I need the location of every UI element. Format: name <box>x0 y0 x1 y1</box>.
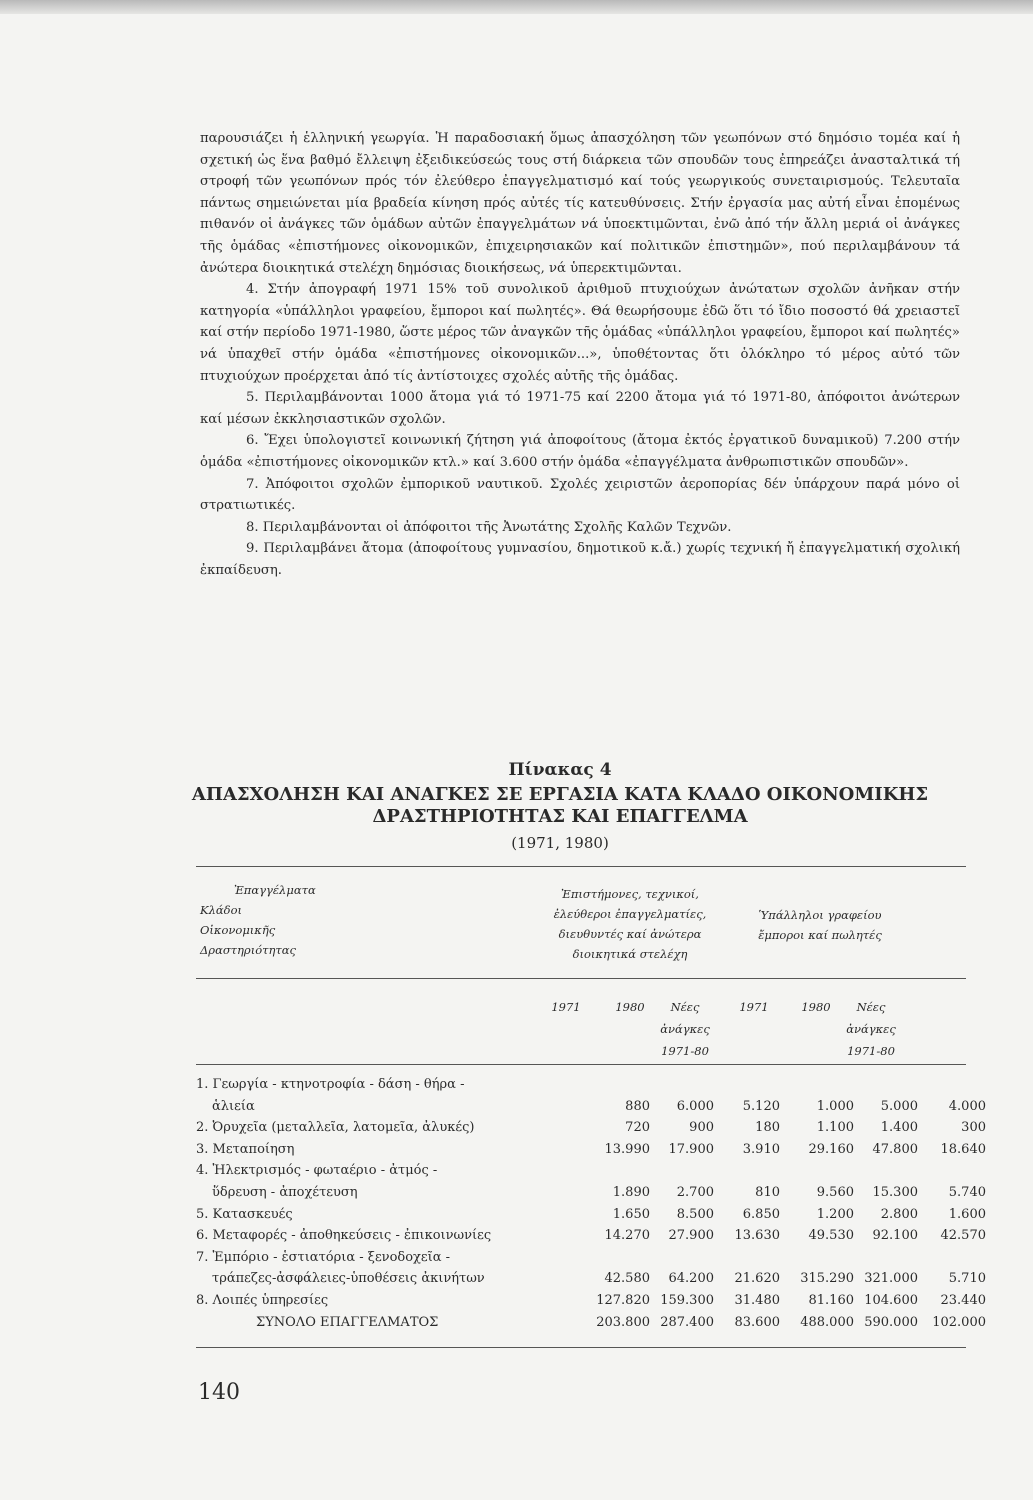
table-cell: 5.740 <box>948 1184 986 1200</box>
table-cell: 1.650 <box>612 1206 650 1222</box>
table-cell: 92.100 <box>872 1228 918 1244</box>
table-cell: 203.800 <box>596 1314 650 1330</box>
table-cell: 13.630 <box>734 1228 780 1244</box>
table-cell: 49.530 <box>808 1228 854 1244</box>
sub-header-line: ἀνάγκες <box>846 1022 896 1036</box>
table-label: Πίνακας 4 <box>508 760 612 780</box>
table-row <box>196 1160 986 1203</box>
table-cell: 83.600 <box>734 1314 780 1330</box>
group-header-line: διοικητικά στελέχη <box>572 947 688 961</box>
sub-header-line: Νέες <box>856 1000 886 1014</box>
table-cell: 159.300 <box>660 1292 714 1308</box>
table-cell: 1.100 <box>816 1120 854 1136</box>
paragraph: 9. Περιλαμβάνει ἄτομα (ἀποφοίτους γυμνασίου, δημοτικοῦ κ.ἄ.) χωρίς τεχνική ἤ ἐπαγγελματική σχολική ἐκπαίδευση. <box>200 541 960 578</box>
table-cell: 47.800 <box>872 1141 918 1157</box>
table-cell: 9.560 <box>816 1184 854 1200</box>
paragraph: 8. Περιλαμβάνονται οἱ ἀπόφοιτοι τῆς Ἀνωτάτης Σχολῆς Καλῶν Τεχνῶν. <box>246 519 732 535</box>
table-cell: 81.160 <box>808 1292 854 1308</box>
table-cell: 1.000 <box>816 1098 854 1114</box>
table-row <box>196 1139 986 1161</box>
table-row <box>196 1074 986 1117</box>
table-cell: 2.800 <box>880 1206 918 1222</box>
stub-header-line: Οἰκονομικῆς <box>200 923 276 937</box>
col-new-needs-a <box>652 996 718 1062</box>
total-row <box>196 1312 986 1334</box>
table-cell: 29.160 <box>808 1141 854 1157</box>
stub-header <box>200 880 316 960</box>
table-cell: 300 <box>961 1120 986 1136</box>
table-cell: 810 <box>755 1184 780 1200</box>
table-cell: 31.480 <box>734 1292 780 1308</box>
table-cell: 14.270 <box>604 1228 650 1244</box>
table-cell: 127.820 <box>596 1292 650 1308</box>
group-header-line: διευθυντές καί ἀνώτερα <box>558 927 702 941</box>
table-cell: 4.000 <box>948 1098 986 1114</box>
table-cell: 287.400 <box>660 1314 714 1330</box>
table-cell: 720 <box>625 1120 650 1136</box>
table-cell: 18.640 <box>940 1141 986 1157</box>
row-label: 6. Μεταφορές - ἀποθηκεύσεις - ἐπικοινωνίες <box>196 1228 492 1244</box>
table-cell: 64.200 <box>668 1271 714 1287</box>
table-row <box>196 1247 986 1290</box>
sub-header-line: 1971-80 <box>661 1044 709 1058</box>
table-cell: 8.500 <box>676 1206 714 1222</box>
row-label: 2. Ὀρυχεῖα (μεταλλεῖα, λατομεῖα, ἀλυκές) <box>196 1120 475 1136</box>
table-cell: 23.440 <box>940 1292 986 1308</box>
row-label: ὕδρευση - ἀποχέτευση <box>212 1184 358 1200</box>
table-row <box>196 1225 986 1247</box>
row-label: τράπεζες-ἀσφάλειες-ὑποθέσεις ἀκινήτων <box>212 1271 485 1287</box>
row-label: 5. Κατασκευές <box>196 1206 293 1222</box>
col-new-needs-b <box>838 996 904 1062</box>
header-bottom-rule <box>196 1064 966 1065</box>
table-cell: 15.300 <box>872 1184 918 1200</box>
table-cell: 900 <box>689 1120 714 1136</box>
row-label: 8. Λοιπές ὑπηρεσίες <box>196 1292 329 1308</box>
row-label: 4. Ἠλεκτρισμός - φωταέριο - ἀτμός - <box>196 1163 438 1179</box>
table-cell: 5.710 <box>948 1271 986 1287</box>
table-cell: 315.290 <box>800 1271 854 1287</box>
paragraph: 4. Στήν ἀπογραφή 1971 15% τοῦ συνολικοῦ ἀριθμοῦ πτυχιούχων ἀνώτατων σχολῶν ἀνῆκαν στήν κατηγορία «ὑπάλληλοι γραφείου, ἔμποροι καί πωλητές». Θά θεωρήσουμε ἐδῶ ὅτι τό ἴδιο ποσοστό θά χρειαστεῖ καί στήν περίοδο 1971-1980, ὥστε μέρος τῶν ἀναγκῶν τῆς ὁμάδας «ὑπάλληλοι γραφείου, ἔμποροι καί πωλητές» νά ὑπαχθεῖ στήν ὁμάδα «ἐπιστήμονες οἰκονομικῶν...», ὑποθέτοντας ὅτι ὁλόκληρο τό μέρος αὐτό τῶν πτυχιούχων προέρχεται ἀπό τίς ἀντίστοιχες σχολές αὐτῆς τῆς ὁμάδας. <box>200 282 960 384</box>
table-cell: 180 <box>755 1120 780 1136</box>
sub-header-line: 1971-80 <box>847 1044 895 1058</box>
table-row <box>196 1117 986 1139</box>
col-1971-b: 1971 <box>739 1000 769 1014</box>
table-top-rule <box>196 866 966 867</box>
col-1980-b: 1980 <box>801 1000 831 1014</box>
group-header-line: ἔμποροι καί πωλητές <box>758 928 882 942</box>
table-cell: 3.910 <box>742 1141 780 1157</box>
table-cell: 880 <box>625 1098 650 1114</box>
paragraph: 7. Ἀπόφοιτοι σχολῶν ἐμπορικοῦ ναυτικοῦ. Σχολές χειριστῶν ἀεροπορίας δέν ὑπάρχουν παρά μόνο οἱ στρατιωτικές. <box>200 476 960 514</box>
table-years: (1971, 1980) <box>511 834 609 852</box>
table-cell: 321.000 <box>864 1271 918 1287</box>
group-header-line: Ὑπάλληλοι γραφείου <box>758 908 882 922</box>
row-label: 3. Μεταποίηση <box>196 1141 295 1157</box>
page-number: 140 <box>198 1380 240 1405</box>
table-cell: 5.120 <box>742 1098 780 1114</box>
table-cell: 102.000 <box>932 1314 986 1330</box>
table-cell: 590.000 <box>864 1314 918 1330</box>
row-label: ἁλιεία <box>212 1098 255 1114</box>
table-cell: 13.990 <box>604 1141 650 1157</box>
group-header-line: ἐλεύθεροι ἐπαγγελματίες, <box>553 907 707 921</box>
paragraph: παρουσιάζει ἡ ἑλληνική γεωργία. Ἡ παραδοσιακή ὅμως ἀπασχόληση τῶν γεωπόνων στό δημόσιο τομέα καί ἡ σχετική ὡς ἕνα βαθμό ἔλλειψη ἐξειδικεύσεώς τους στή διάρκεια τῶν σπουδῶν τους ἐπηρεάζει ἀνασταλτικά τή στροφή τῶν γεωπόνων πρός τόν ἐλεύθερο ἐπαγγελματισμό καί τούς γεωργικούς συνεταιρισμούς. Τελευταῖα πάντως σημειώνεται μία βραδεία κίνηση πρός αὐτές τίς κατευθύνσεις. Στήν ἐργασία μας αὐτή εἶναι ἑπομένως πιθανόν οἱ ἀνάγκες τῶν ὁμάδων αὐτῶν ἐπαγγελμάτων νά ὑποεκτιμῶνται, ἐνῶ ἀπό τήν ἄλλη μεριά οἱ ἀνάγκες τῆς ὁμάδας «ἐπιστήμονες οἰκονομικῶν, ἐπιχειρησιακῶν καί πολιτικῶν ἐπιστημῶν», πού περιλαμβάνουν τά ἀνώτερα διοικητικά στελέχη δημόσιας διοικήσεως, νά ὑπερεκτιμῶνται. <box>200 131 960 276</box>
sub-header-line: Νέες <box>670 1000 700 1014</box>
row-label: 1. Γεωργία - κτηνοτροφία - δάση - θήρα - <box>196 1077 465 1092</box>
scan-top-edge <box>0 0 1033 14</box>
sub-header-line: ἀνάγκες <box>660 1022 710 1036</box>
table-cell: 104.600 <box>864 1292 918 1308</box>
table-cell: 1.200 <box>816 1206 854 1222</box>
table-title-line2: ΔΡΑΣΤΗΡΙΟΤΗΤΑΣ ΚΑΙ ΕΠΑΓΓΕΛΜΑ <box>372 806 748 827</box>
table-cell: 6.000 <box>676 1098 714 1114</box>
column-group-scientists <box>530 884 730 964</box>
stub-header-line: Κλάδοι <box>200 903 243 917</box>
stub-header-line: Ἐπαγγέλματα <box>234 883 316 897</box>
group-header-line: Ἐπιστήμονες, τεχνικοί, <box>561 887 699 901</box>
paragraph: 6. Ἔχει ὑπολογιστεῖ κοινωνική ζήτηση γιά ἀποφοίτους (ἄτομα ἐκτός ἐργατικοῦ δυναμικοῦ) 7.200 στήν ὁμάδα «ἐπιστήμονες οἰκονομικῶν κτλ.» καί 3.600 στήν ὁμάδα «ἐπαγγέλματα ἀνθρωπιστικῶν σπουδῶν». <box>200 433 960 470</box>
table-cell: 5.000 <box>880 1098 918 1114</box>
table-body <box>196 1074 986 1333</box>
column-group-clerks <box>740 905 900 945</box>
table-cell: 27.900 <box>668 1228 714 1244</box>
header-divider-rule <box>196 978 966 979</box>
table-cell: 42.580 <box>604 1271 650 1287</box>
table-cell: 1.600 <box>948 1206 986 1222</box>
row-label: ΣΥΝΟΛΟ ΕΠΑΓΓΕΛΜΑΤΟΣ <box>256 1314 439 1330</box>
table-cell: 6.850 <box>742 1206 780 1222</box>
table-cell: 2.700 <box>676 1184 714 1200</box>
table-cell: 1.890 <box>612 1184 650 1200</box>
table-row <box>196 1204 986 1226</box>
footnote-text <box>200 128 960 581</box>
table-cell: 17.900 <box>668 1141 714 1157</box>
table-row <box>196 1290 986 1312</box>
col-1971-a: 1971 <box>551 1000 581 1014</box>
table-cell: 1.400 <box>880 1120 918 1136</box>
table-cell: 488.000 <box>800 1314 854 1330</box>
row-label: 7. Ἐμπόριο - ἑστιατόρια - ξενοδοχεῖα - <box>196 1249 451 1265</box>
paragraph: 5. Περιλαμβάνονται 1000 ἄτομα γιά τό 1971-75 καί 2200 ἄτομα γιά τό 1971-80, ἀπόφοιτοι ἀνώτερων καί μέσων ἐκκλησιαστικῶν σχολῶν. <box>200 390 960 427</box>
table-cell: 21.620 <box>734 1271 780 1287</box>
col-1980-a: 1980 <box>615 1000 645 1014</box>
table-cell: 42.570 <box>940 1228 986 1244</box>
table-title <box>160 784 960 828</box>
stub-header-line: Δραστηριότητας <box>200 943 296 957</box>
table-title-line1: ΑΠΑΣΧΟΛΗΣΗ ΚΑΙ ΑΝΑΓΚΕΣ ΣΕ ΕΡΓΑΣΙΑ ΚΑΤΑ ΚΛΑΔΟ ΟΙΚΟΝΟΜΙΚΗΣ <box>191 784 929 805</box>
table-bottom-rule <box>196 1347 966 1348</box>
